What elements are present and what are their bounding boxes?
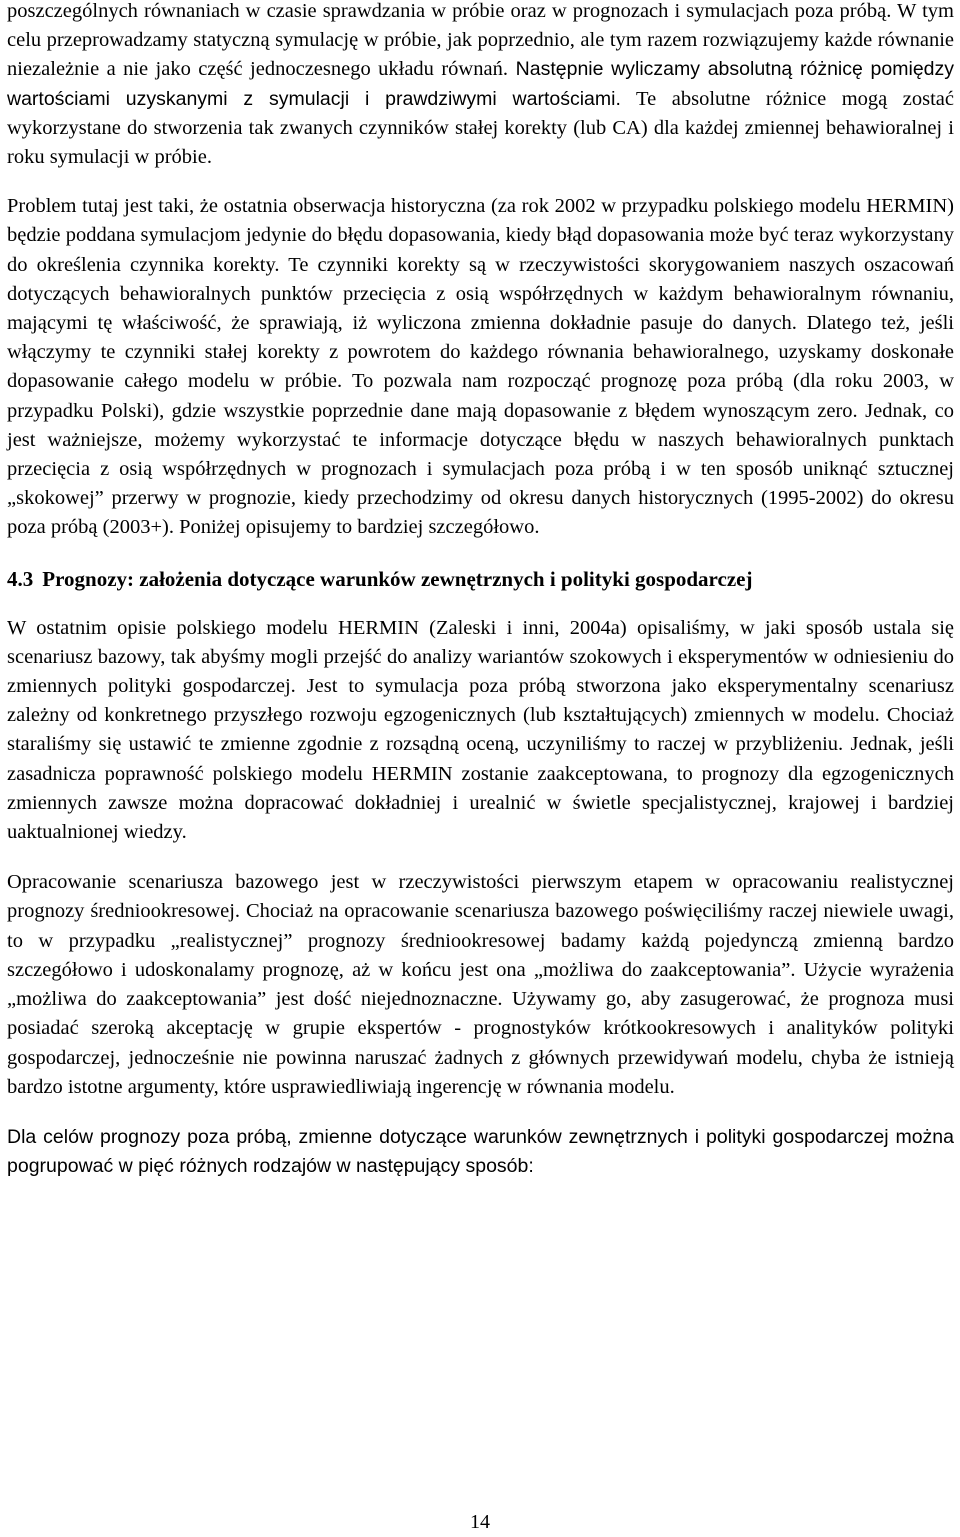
paragraph-1-text-a: poszczególnych równaniach w czasie sprawdzania w próbie oraz w prognozach i symulacjach poza próbą. W tym celu przeprowadzamy statyczną symulację w próbie, jak poprzednio, ale tym razem rozwiązujemy każde równanie niezależnie a nie jako część jednoczesnego układu równań. (7, 0, 954, 81)
paragraph-5: Dla celów prognozy poza próbą, zmienne dotyczące warunków zewnętrznych i polityki gospodarczej można pogrupować w pięć różnych rodzajów w następujący sposób: (7, 1125, 954, 1178)
paragraph-1-text-c: Te absolutne różnice mogą zostać wykorzystane do stworzenia tak zwanych czynników stałej korekty (lub CA) dla każdej zmiennej behawioralnej i roku symulacji w próbie. (7, 87, 954, 169)
paragraph-1 (7, 0, 954, 172)
paragraph-2: Problem tutaj jest taki, że ostatnia obserwacja historyczna (za rok 2002 w przypadku polskiego modelu HERMIN) będzie poddana symulacjom jedynie do błędu dopasowania, kiedy błąd dopasowania może być teraz wykorzystany do określenia czynnika korekty. Te czynniki korekty są w rzeczywistości skorygowaniem naszych oszacowań dotyczących behawioralnych punktów przecięcia z osią współrzędnych w każdym behawioralnym równaniu, mającymi tę właściwość, że sprawiają, iż wyliczona zmienna dokładnie pasuje do danych. Dlatego też, jeśli włączymy te czynniki stałej korekty z powrotem do każdego równania behawioralnego, uzyskamy doskonałe dopasowanie całego modelu w próbie. To pozwala nam rozpocząć prognozę poza próbą (dla roku 2003, w przypadku Polski), gdzie wszystkie poprzednie dane mają dopasowanie z błędem wynoszącym zero. Jednak, co jest ważniejsze, możemy wykorzystać te informacje dotyczące błędu w naszych behawioralnych punktach przecięcia z osią współrzędnych w prognozach i symulacjach poza próbą i w ten sposób uniknąć sztucznej „skokowej” przerwy w prognozie, kiedy przechodzimy od okresu danych historycznych (1995-2002) do okresu poza próbą (2003+). Poniżej opisujemy to bardziej szczegółowo. (7, 195, 954, 539)
section-heading (7, 565, 954, 594)
paragraph-3: W ostatnim opisie polskiego modelu HERMIN (Zaleski i inni, 2004a) opisaliśmy, w jaki sposób ustala się scenariusz bazowy, tak abyśmy mogli przejść do analizy wariantów szokowych i eksperymentów w odniesieniu do zmiennych polityki gospodarczej. Jest to symulacja poza próbą stworzona jako eksperymentalny scenariusz zależny od konkretnego przyszłego rozwoju egzogenicznych (lub kształtujących) zmiennych w modelu. Chociaż staraliśmy się ustawić te zmienne zgodnie z rozsądną oceną, uczyniliśmy to raczej w przybliżeniu. Jednak, jeśli zasadnicza poprawność polskiego modelu HERMIN zostanie zaakceptowana, to prognozy dla egzogenicznych zmiennych zawsze można dopracować dokładniej i urealnić w świetle specjalistycznej, krajowej i bardziej uaktualnionej wiedzy. (7, 616, 954, 844)
document-page (7, 0, 954, 1181)
section-number: 4.3 (7, 566, 34, 591)
section-title: Prognozy: założenia dotyczące warunków zewnętrznych i polityki gospodarczej (42, 566, 753, 591)
page-number: 14 (470, 1511, 490, 1533)
paragraph-1-text-b: Następnie wyliczamy absolutną różnicę pomiędzy wartościami uzyskanymi z symulacji i prawdziwymi wartościami. (7, 58, 955, 110)
paragraph-4: Opracowanie scenariusza bazowego jest w rzeczywistości pierwszym etapem w opracowaniu realistycznej prognozy średniookresowej. Chociaż na opracowanie scenariusza bazowego poświęciliśmy raczej niewiele uwagi, to w przypadku „realistycznej” prognozy średniookresowej badamy każdą pojedynczą zmienną bardzo szczegółowo i udoskonalamy prognozę, aż w końcu jest ona „możliwa do zaakceptowania”. Użycie wyrażenia „możliwa do zaakceptowania” jest dość niejednoznaczne. Używamy go, aby zasugerować, że prognoza musi posiadać szeroką akceptację w grupie ekspertów - prognostyków krótkookresowych i analityków polityki gospodarczej, jednocześnie nie powinna naruszać żadnych z głównych przewidywań modelu, chyba że istnieją bardzo istotne argumenty, które usprawiedliwiają ingerencję w równania modelu. (7, 871, 954, 1098)
